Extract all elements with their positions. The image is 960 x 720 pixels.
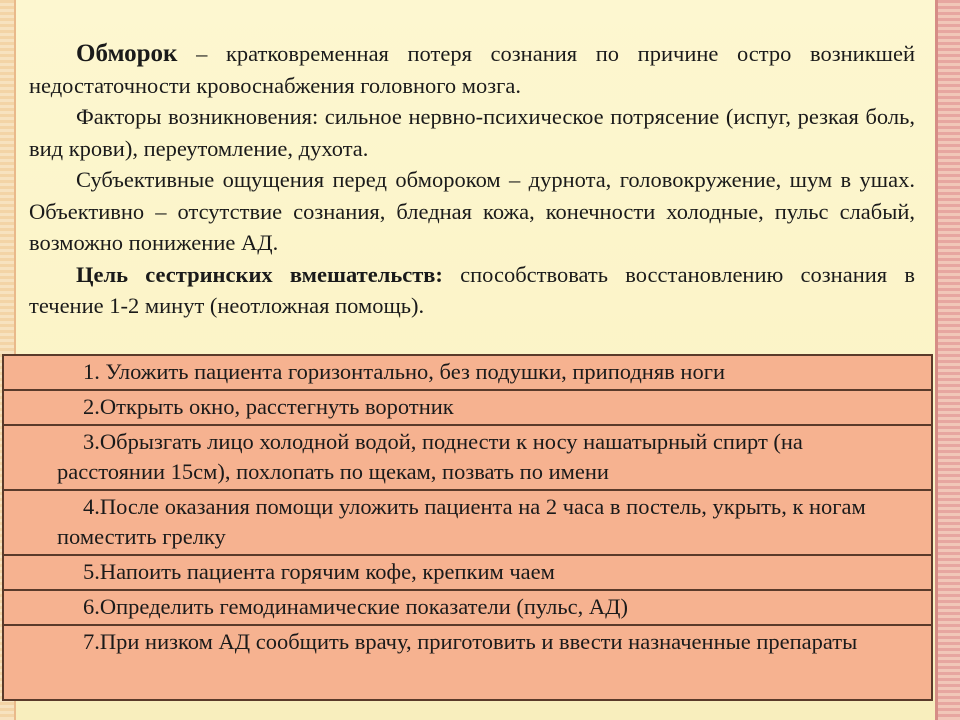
step-cell: 7.При низком АД сообщить врачу, приготовить и ввести назначенные препараты <box>3 625 932 700</box>
table-row <box>3 425 932 490</box>
table-row <box>3 590 932 625</box>
symptoms-paragraph: Субъективные ощущения перед обмороком – дурнота, головокружение, шум в ушах. Объективно – отсутствие сознания, бледная кожа, конечности холодные, пульс слабый, возможно понижение АД. <box>29 167 915 255</box>
right-decorative-border <box>938 0 960 720</box>
definition-text: – кратковременная потеря сознания по причине остро возникшей недостаточности кровоснабжения головного мозга. <box>29 41 915 98</box>
factors-paragraph: Факторы возникновения: сильное нервно-психическое потрясение (испуг, резкая боль, вид крови), переутомление, духота. <box>29 104 915 161</box>
table-row <box>3 490 932 555</box>
step-cell: 5.Напоить пациента горячим кофе, крепким чаем <box>3 555 932 590</box>
goal-label: Цель сестринских вмешательств: <box>76 261 443 287</box>
goal-text: способствовать восстановлению сознания в течение 1-2 минут (неотложная помощь). <box>29 261 915 318</box>
step-cell: 3.Обрызгать лицо холодной водой, поднести к носу нашатырный спирт (на расстоянии 15см), похлопать по щекам, позвать по имени <box>3 425 932 490</box>
step-cell: 6.Определить гемодинамические показатели (пульс, АД) <box>3 590 932 625</box>
term-heading: Обморок <box>76 40 178 67</box>
intro-text <box>29 38 915 322</box>
step-cell: 1. Уложить пациента горизонтально, без подушки, приподняв ноги <box>3 355 932 390</box>
table-row <box>3 390 932 425</box>
step-cell: 4.После оказания помощи уложить пациента на 2 часа в постель, укрыть, к ногам поместить грелку <box>3 490 932 555</box>
step-cell: 2.Открыть окно, расстегнуть воротник <box>3 390 932 425</box>
goal-paragraph <box>29 259 915 322</box>
steps-table <box>2 354 933 701</box>
table-row <box>3 355 932 390</box>
table-row <box>3 625 932 700</box>
definition-paragraph <box>29 38 915 101</box>
table-row <box>3 555 932 590</box>
